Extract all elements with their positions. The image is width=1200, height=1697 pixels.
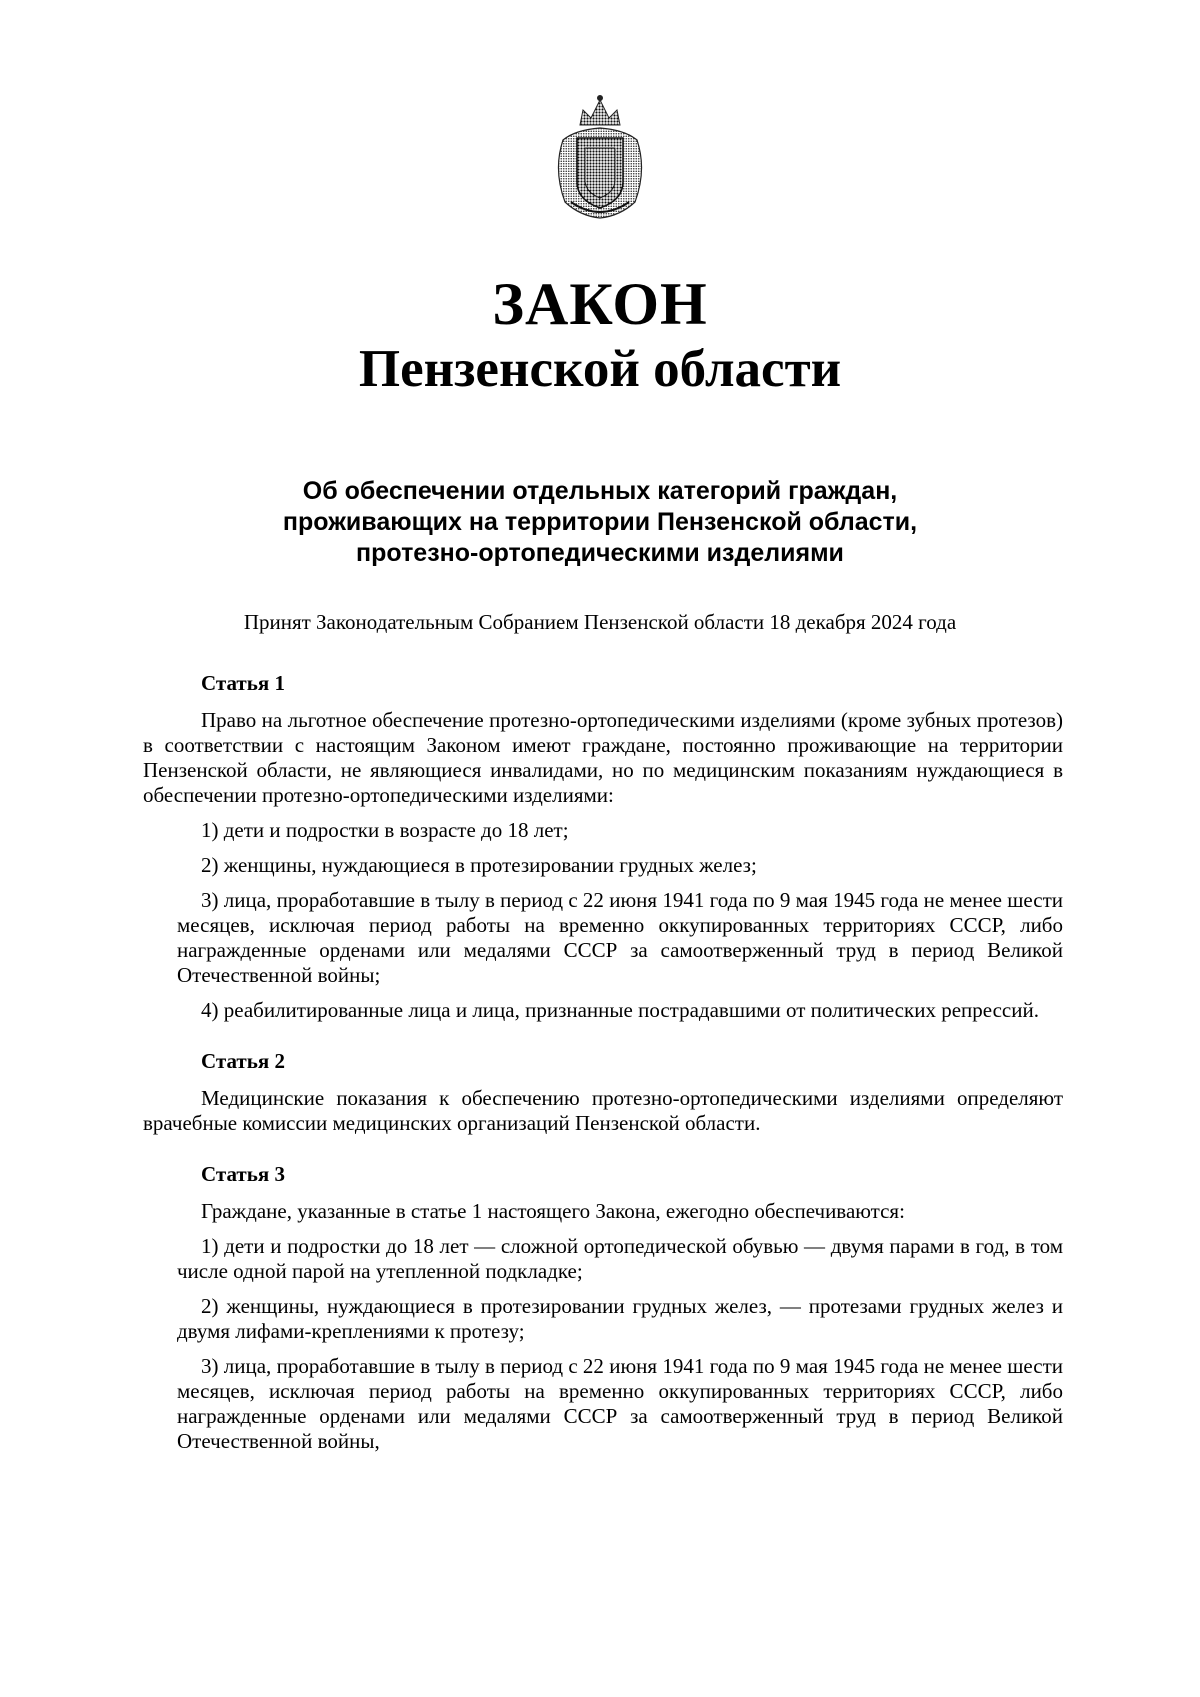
article-3 — [143, 1162, 1063, 1454]
list-item: 4) реабилитированные лица и лица, признанные пострадавшими от политических репрессий. — [201, 998, 1039, 1022]
law-heading-line: протезно-ортопедическими изделиями — [356, 539, 844, 567]
article-paragraph: Медицинские показания к обеспечению протезно-ортопедическими изделиями определяют врачебные комиссии медицинских организаций Пензенской области. — [143, 1086, 1063, 1135]
list-item: 1) дети и подростки в возрасте до 18 лет; — [201, 818, 569, 842]
list-item: 1) дети и подростки до 18 лет — сложной ортопедической обувью — двумя парами в год, в том числе одной парой на утепленной подкладке; — [177, 1234, 1063, 1283]
article-2 — [143, 1049, 1063, 1136]
article-title: Статья 2 — [201, 1049, 285, 1073]
law-heading-line: Об обеспечении отдельных категорий граждан, — [302, 477, 898, 505]
article-paragraph: Право на льготное обеспечение протезно-ортопедическими изделиями (кроме зубных протезов) в соответствии с настоящим Законом имеют граждане, постоянно проживающие на территории Пензенской области, не являющиеся инвалидами, но по медицинским показаниям нуждающиеся в обеспечении протезно-ортопедическими изделиями: — [143, 708, 1063, 807]
list-item: 3) лица, проработавшие в тылу в период с 22 июня 1941 года по 9 мая 1945 года не менее шести месяцев, исключая период работы на временно оккупированных территориях СССР, либо награжденные орденами или медалями СССР за самоотверженный труд в период Великой Отечественной войны; — [177, 888, 1063, 987]
list-item: 2) женщины, нуждающиеся в протезировании грудных желез, — протезами грудных желез и двумя лифами-креплениями к протезу; — [177, 1294, 1063, 1343]
document-body — [143, 671, 1063, 1454]
article-1 — [143, 671, 1063, 1023]
coat-of-arms-emblem — [535, 90, 665, 220]
article-paragraph: Граждане, указанные в статье 1 настоящего Закона, ежегодно обеспечиваются: — [201, 1199, 905, 1223]
document-subtitle: Пензенской области — [358, 340, 842, 398]
list-item: 3) лица, проработавшие в тылу в период с 22 июня 1941 года по 9 мая 1945 года не менее шести месяцев, исключая период работы на временно оккупированных территориях СССР, либо награжденные орденами или медалями СССР за самоотверженный труд в период Великой Отечественной войны, — [177, 1354, 1063, 1453]
adoption-note: Принят Законодательным Собранием Пензенской области 18 декабря 2024 года — [243, 610, 957, 634]
document-title: ЗАКОН — [492, 271, 708, 337]
law-heading — [0, 476, 1200, 569]
article-title: Статья 3 — [201, 1162, 285, 1186]
list-item: 2) женщины, нуждающиеся в протезировании грудных желез; — [201, 853, 757, 877]
article-title: Статья 1 — [201, 671, 285, 695]
law-heading-line: проживающих на территории Пензенской области, — [282, 508, 918, 536]
